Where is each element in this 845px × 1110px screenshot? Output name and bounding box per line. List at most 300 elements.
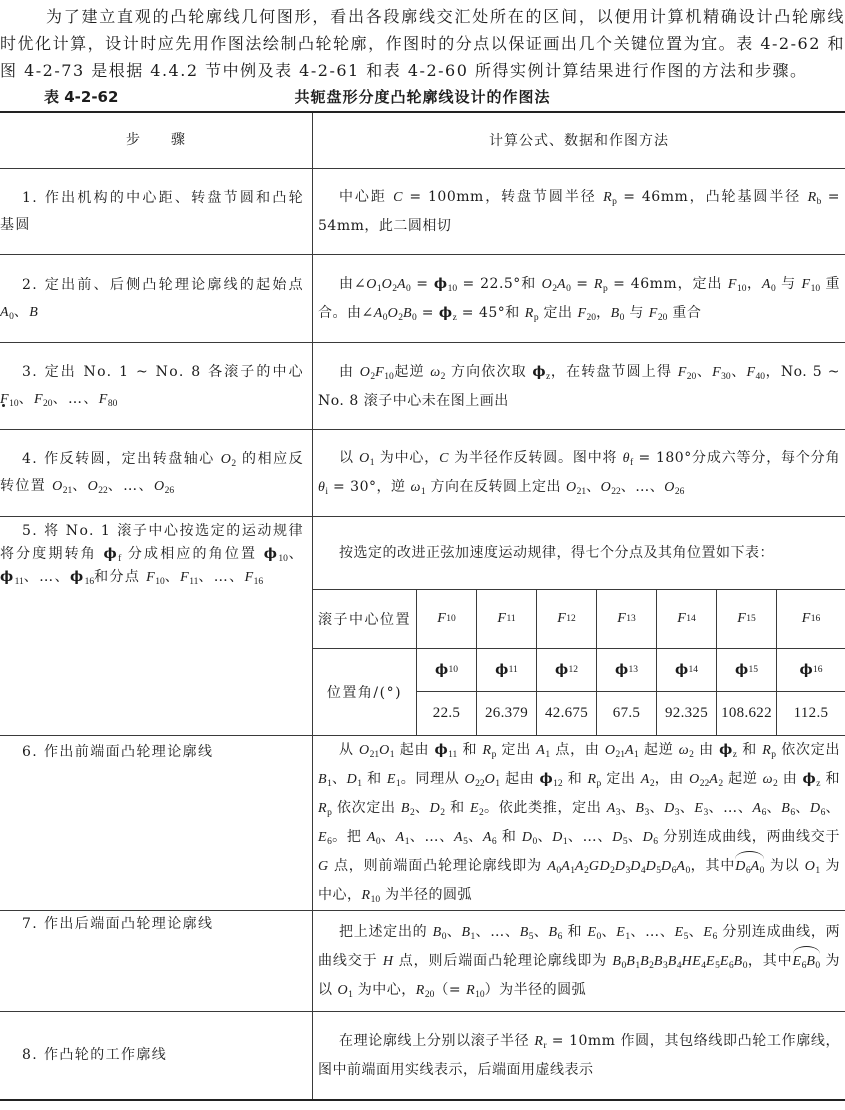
text-run: 为中心， bbox=[374, 450, 440, 466]
math-variable: R bbox=[318, 801, 328, 816]
subscript: 6 bbox=[728, 960, 734, 971]
text-run: 重合 bbox=[667, 304, 702, 321]
text-run: 。依此类推，定出 bbox=[483, 800, 607, 816]
text-run: 、 bbox=[795, 800, 810, 816]
math-variable: D bbox=[612, 830, 623, 845]
greek-symbol: ϕ bbox=[539, 771, 554, 787]
text-run: 中心距 bbox=[339, 189, 394, 205]
math-variable: D bbox=[661, 859, 672, 874]
subscript: 1 bbox=[495, 778, 500, 789]
subscript: 3 bbox=[674, 807, 680, 818]
subscript: 1 bbox=[376, 283, 382, 294]
subscript: 1 bbox=[395, 778, 401, 789]
subscript: 3 bbox=[662, 960, 668, 971]
math-variable: E bbox=[706, 953, 716, 969]
text-run: 。把 bbox=[331, 829, 367, 845]
subscript: 0 bbox=[621, 960, 627, 971]
text-run: 、…、 bbox=[620, 479, 665, 495]
division-points-table bbox=[313, 590, 845, 735]
math-variable: E bbox=[719, 953, 729, 969]
math-variable: B bbox=[640, 953, 650, 969]
greek-symbol: ϕ bbox=[263, 546, 279, 562]
math-variable: F bbox=[146, 570, 156, 585]
step-cell bbox=[0, 430, 313, 516]
math-variable: F bbox=[746, 364, 756, 380]
text-run: 由 bbox=[693, 742, 720, 758]
text-run: 、 bbox=[414, 800, 430, 816]
subscript: 0 bbox=[375, 836, 381, 847]
subscript: p bbox=[602, 283, 608, 294]
greek-symbol: ϕ bbox=[435, 662, 449, 678]
angle-symbol-cell: ϕ 12 bbox=[537, 649, 597, 692]
text-run: 方向依次取 bbox=[445, 363, 533, 380]
text-run: ，由 bbox=[654, 771, 690, 787]
math-variable: G bbox=[588, 859, 600, 874]
math-variable: C bbox=[439, 451, 449, 466]
subscript: 5 bbox=[463, 836, 468, 847]
text-run: 点，则后端面凸轮理论廓线即为 bbox=[393, 952, 613, 969]
subscript: 22 bbox=[475, 778, 485, 789]
text-run: 2. 定出前、后侧凸轮理论廓线的起始点 bbox=[22, 276, 304, 293]
greek-symbol: ϕ bbox=[69, 569, 85, 585]
math-variable: D bbox=[599, 859, 611, 874]
math-variable: D bbox=[346, 772, 358, 787]
text-run: = bbox=[410, 275, 434, 292]
math-variable: D bbox=[630, 859, 641, 874]
text-run: 、 bbox=[601, 923, 617, 940]
subscript: 16 bbox=[253, 576, 264, 587]
subscript: 1 bbox=[470, 931, 476, 942]
math-variable: B bbox=[733, 953, 743, 969]
angle-symbol-cell: ϕ 16 bbox=[777, 649, 845, 692]
math-variable: B bbox=[626, 953, 636, 969]
math-variable: R bbox=[587, 772, 597, 787]
math-variable: F bbox=[677, 364, 687, 380]
math-variable: F bbox=[648, 305, 658, 321]
subscript: 2 bbox=[584, 865, 589, 876]
subscript: 0 bbox=[619, 312, 625, 323]
subscript: z bbox=[452, 312, 457, 323]
math-variable: B bbox=[610, 305, 620, 321]
subscript: 0 bbox=[685, 865, 691, 876]
header-method-label: 计算公式、数据和作图方法 bbox=[489, 132, 669, 149]
text-run: 依次定出 bbox=[776, 742, 841, 758]
text-run: = 45°和 bbox=[456, 304, 525, 321]
math-variable: D bbox=[614, 859, 626, 874]
math-variable: A bbox=[395, 830, 405, 845]
math-variable: O bbox=[600, 480, 612, 495]
math-variable: B bbox=[29, 304, 39, 320]
text-run: ，其中 bbox=[747, 952, 793, 969]
math-variable: F bbox=[180, 570, 190, 585]
math-variable: O bbox=[804, 859, 816, 874]
text-run: 、 bbox=[164, 569, 181, 585]
subscript: 20 bbox=[43, 398, 53, 409]
subscript: 0 bbox=[382, 312, 388, 323]
text-run: 、 bbox=[696, 363, 713, 380]
text-run: ，No. 5 ~ No. 8 滚子中心未在图上画出 bbox=[318, 363, 841, 409]
math-variable: E bbox=[792, 953, 802, 969]
text-run: 、…、 bbox=[198, 569, 245, 585]
text-run: 定出 bbox=[538, 304, 578, 321]
math-variable: G bbox=[318, 859, 329, 874]
text-run: 定出 bbox=[601, 771, 641, 787]
text-run: = 30°，逆 bbox=[328, 479, 411, 495]
text-run: 、 bbox=[72, 478, 88, 494]
math-variable: D bbox=[664, 801, 675, 816]
text-run: （= bbox=[434, 981, 467, 998]
text-run: 为以 bbox=[318, 952, 841, 998]
subscript: 2 bbox=[479, 807, 484, 818]
greek-symbol: ϕ bbox=[799, 662, 813, 678]
text-run: 、 bbox=[620, 800, 636, 816]
subscript: 1 bbox=[327, 778, 332, 789]
text-run: 起由 bbox=[499, 771, 540, 787]
table-row bbox=[0, 343, 845, 430]
greek-symbol: ϕ bbox=[802, 771, 817, 787]
text-run: 重合。由∠ bbox=[318, 275, 841, 321]
step-cell bbox=[0, 169, 313, 254]
math-variable: A bbox=[366, 830, 376, 845]
subscript: 6 bbox=[820, 807, 826, 818]
subscript: 0 bbox=[532, 836, 538, 847]
math-variable: H bbox=[681, 953, 693, 969]
subscript: 10 bbox=[370, 894, 381, 905]
text-run: 与 bbox=[775, 275, 802, 292]
method-text bbox=[313, 1027, 845, 1084]
math-variable: B bbox=[781, 801, 791, 816]
construction-method-table bbox=[0, 111, 845, 1101]
subscript: 0 bbox=[815, 960, 821, 971]
text-run: 点，则前端面凸轮理论廓线即为 bbox=[328, 858, 548, 874]
math-variable: F bbox=[33, 392, 44, 407]
subscript: 6 bbox=[801, 960, 807, 971]
subscript: z bbox=[546, 371, 551, 382]
text-run: 在理论廓线上分别以滚子半径 bbox=[339, 1033, 535, 1049]
subscript: 16 bbox=[84, 576, 95, 587]
text-run: 、 bbox=[331, 771, 347, 787]
subscript: 21 bbox=[62, 485, 73, 496]
subscript: 1 bbox=[348, 989, 353, 1000]
math-variable: F bbox=[497, 611, 507, 626]
step-cell bbox=[0, 343, 313, 429]
math-variable: B bbox=[653, 953, 663, 969]
math-variable: B bbox=[667, 953, 677, 969]
text-run: = 54mm，此二圆相切 bbox=[318, 189, 840, 234]
text-run: 、…、 bbox=[475, 923, 520, 940]
text-run: 、 bbox=[537, 829, 553, 845]
math-variable: E bbox=[469, 801, 480, 816]
method-cell bbox=[313, 911, 845, 1011]
table-caption bbox=[0, 86, 845, 107]
text-run: = 180°分成六等分，每个分角 bbox=[633, 450, 841, 466]
math-variable: O bbox=[604, 743, 616, 758]
text-run: 、 bbox=[446, 923, 462, 940]
method-text bbox=[313, 444, 845, 502]
text-run: = 22.5°和 bbox=[457, 275, 542, 292]
subscript: 6 bbox=[745, 865, 751, 876]
step-text bbox=[0, 1042, 312, 1069]
subscript: 10 bbox=[9, 398, 19, 409]
math-variable: E bbox=[692, 953, 702, 969]
subscript: 3 bbox=[625, 865, 631, 876]
math-variable: R bbox=[466, 982, 476, 998]
math-variable: θ bbox=[622, 451, 631, 466]
subscript: 20 bbox=[657, 312, 668, 323]
text-run: 和 bbox=[496, 829, 522, 845]
text-run: 、 bbox=[18, 391, 34, 407]
text-run: = 46mm，凸轮基圆半径 bbox=[616, 189, 808, 205]
subscript: 10 bbox=[810, 283, 821, 294]
math-variable: R bbox=[415, 982, 425, 998]
greek-symbol: ϕ bbox=[532, 363, 547, 380]
text-run: 、 bbox=[825, 800, 841, 816]
math-variable: E bbox=[616, 924, 626, 940]
method-cell bbox=[313, 517, 845, 735]
text-run: 起逆 bbox=[393, 363, 431, 380]
roller-position-cell: F 14 bbox=[657, 590, 717, 649]
math-variable: D bbox=[645, 859, 657, 874]
math-variable: O bbox=[689, 772, 700, 787]
math-variable: E bbox=[674, 924, 684, 940]
math-variable: B bbox=[461, 924, 471, 940]
angle-value-cell: 42.675 bbox=[537, 692, 597, 735]
subscript: 11 bbox=[448, 749, 458, 760]
text-run: 、 bbox=[688, 923, 704, 940]
subscript: 2 bbox=[370, 371, 376, 382]
math-variable: F bbox=[98, 392, 108, 407]
math-variable: ω bbox=[410, 480, 421, 495]
subscript: 2 bbox=[440, 807, 445, 818]
subscript: 5 bbox=[715, 960, 720, 971]
greek-symbol: ϕ bbox=[433, 275, 448, 292]
subscript: 21 bbox=[369, 749, 380, 760]
greek-symbol: ϕ bbox=[438, 304, 453, 321]
math-variable: A bbox=[640, 772, 650, 787]
text-run: 1. 作出机构的中心距、转盘节圆和凸轮基圆 bbox=[0, 189, 304, 233]
subscript: 0 bbox=[556, 865, 562, 876]
step-text bbox=[0, 517, 312, 589]
text-run: 起逆 bbox=[638, 742, 679, 758]
subscript: 10 bbox=[447, 283, 458, 294]
subscript: 80 bbox=[107, 398, 118, 409]
math-variable: O bbox=[366, 276, 377, 292]
subscript: 0 bbox=[566, 283, 571, 294]
text-run: 6. 作出前端面凸轮理论廓线 bbox=[22, 744, 214, 760]
math-variable: B bbox=[635, 801, 645, 816]
subscript: 1 bbox=[815, 865, 821, 876]
text-run: 分别连成曲线，两曲线交于 bbox=[318, 923, 841, 969]
math-variable: B bbox=[318, 772, 328, 787]
math-variable: O bbox=[381, 276, 393, 292]
angle-value-cell: 108.622 bbox=[717, 692, 777, 735]
greek-symbol: ϕ bbox=[675, 662, 689, 678]
math-variable: A bbox=[454, 830, 464, 845]
subscript: 10 bbox=[278, 553, 288, 564]
math-variable: E bbox=[694, 801, 704, 816]
math-variable: F bbox=[577, 305, 587, 321]
subscript: 21 bbox=[576, 486, 587, 497]
subscript: 12 bbox=[553, 778, 563, 789]
math-variable: D bbox=[735, 859, 746, 874]
greek-symbol: ϕ bbox=[615, 662, 629, 678]
subscript: 6 bbox=[557, 931, 563, 942]
math-variable: F bbox=[244, 570, 254, 585]
math-variable: O bbox=[87, 479, 99, 494]
text-run: 。同理从 bbox=[400, 771, 465, 787]
subscript: 1 bbox=[420, 486, 426, 497]
method-cell bbox=[313, 1012, 845, 1099]
text-run: 从 bbox=[339, 742, 359, 758]
math-variable: A bbox=[752, 801, 762, 816]
subscript: 0 bbox=[412, 312, 417, 323]
text-run: = 46mm，定出 bbox=[607, 275, 728, 292]
header-cell-method bbox=[313, 113, 845, 168]
text-run: 、 bbox=[679, 800, 695, 816]
math-variable: A bbox=[561, 859, 571, 874]
step-text bbox=[0, 736, 312, 766]
text-run: 、…、 bbox=[107, 478, 154, 494]
math-variable: A bbox=[0, 304, 10, 320]
step-text bbox=[0, 185, 312, 239]
math-variable: B bbox=[548, 924, 558, 940]
method-text bbox=[313, 270, 845, 328]
subscript: 1 bbox=[369, 457, 375, 468]
text-run: 为中心， bbox=[318, 858, 841, 903]
text-run: 、…、 bbox=[708, 800, 753, 816]
angle-value-cell: 92.325 bbox=[657, 692, 717, 735]
subscript: 1 bbox=[635, 960, 641, 971]
math-variable: R bbox=[482, 743, 492, 758]
step-cell bbox=[0, 255, 313, 342]
math-variable: A bbox=[547, 859, 557, 874]
subscript: 20 bbox=[424, 989, 435, 1000]
math-variable: ω bbox=[678, 743, 690, 758]
math-variable: F bbox=[557, 611, 567, 626]
subscript: 6 bbox=[491, 836, 497, 847]
subscript: 22 bbox=[611, 486, 621, 497]
math-variable: H bbox=[382, 953, 394, 969]
subscript: 0 bbox=[441, 931, 447, 942]
subscript: 0 bbox=[759, 865, 765, 876]
step-text bbox=[0, 446, 312, 500]
angle-value-cell: 67.5 bbox=[597, 692, 657, 735]
method-text bbox=[313, 918, 845, 1005]
text-run: ， bbox=[596, 304, 611, 321]
subscript: 21 bbox=[615, 749, 625, 760]
subscript: 20 bbox=[586, 312, 597, 323]
subscript: 2 bbox=[392, 283, 397, 294]
text-run: 7. 作出后端面凸轮理论廓线 bbox=[22, 916, 214, 932]
math-variable: A bbox=[482, 830, 492, 845]
subscript: p bbox=[596, 778, 602, 789]
text-run: ，其中 bbox=[690, 858, 736, 874]
text-run: 、 bbox=[13, 303, 30, 320]
step-text bbox=[0, 272, 312, 326]
text-run: 和 bbox=[737, 742, 763, 758]
text-run: 为半径作反转圆。图中将 bbox=[448, 450, 623, 466]
step-text bbox=[0, 911, 312, 938]
math-variable: F bbox=[617, 611, 627, 626]
subscript: 2 bbox=[689, 749, 694, 760]
header-cell-steps bbox=[0, 113, 313, 168]
math-variable: O bbox=[359, 364, 371, 380]
subscript: 1 bbox=[625, 931, 631, 942]
subscript: f bbox=[630, 457, 634, 468]
subscript: 2 bbox=[409, 807, 415, 818]
table-row bbox=[0, 430, 845, 517]
subscript: z bbox=[732, 749, 738, 760]
math-variable: F bbox=[0, 392, 10, 407]
roller-position-cell: F 10 bbox=[417, 590, 477, 649]
table-row bbox=[0, 255, 845, 343]
subscript: 2 bbox=[231, 458, 237, 469]
subscript: 11 bbox=[14, 576, 24, 587]
text-run: 与 bbox=[624, 304, 649, 321]
text-run: 、 bbox=[627, 829, 643, 845]
table-row bbox=[0, 736, 845, 911]
math-variable: D bbox=[809, 801, 821, 816]
roller-position-cell: F 11 bbox=[477, 590, 537, 649]
subscript: p bbox=[327, 807, 332, 818]
math-variable: E bbox=[587, 924, 597, 940]
table-row bbox=[0, 1012, 845, 1099]
text-run: 3. 定出 No. 1 ~ No. 8 各滚子的中心 bbox=[22, 364, 304, 380]
step-cell bbox=[0, 911, 313, 1011]
text-run: 4. 作反转圆，定出转盘轴心 bbox=[22, 451, 221, 467]
math-variable: R bbox=[524, 305, 534, 321]
text-run: 和 bbox=[362, 771, 387, 787]
subscript: p bbox=[533, 312, 539, 323]
subscript: 0 bbox=[742, 960, 748, 971]
subscript: 22 bbox=[699, 778, 710, 789]
math-variable: R bbox=[534, 1034, 544, 1049]
angle-symbol-cell: ϕ 10 bbox=[417, 649, 477, 692]
math-variable: ω bbox=[430, 364, 441, 380]
method-text bbox=[313, 358, 845, 415]
text-run: 、 bbox=[533, 923, 549, 940]
subscript: 6 bbox=[671, 865, 677, 876]
text-run: 把上述定出的 bbox=[339, 923, 433, 940]
text-run: 定出 bbox=[496, 742, 537, 758]
math-variable: E bbox=[318, 830, 328, 845]
math-variable: B bbox=[402, 305, 413, 321]
angle-symbol-cell: ϕ 11 bbox=[477, 649, 537, 692]
text-run: = bbox=[570, 275, 594, 292]
subscript: 5 bbox=[683, 931, 689, 942]
intro-paragraph: 为了建立直观的凸轮廓线几何图形，看出各段廓线交汇处所在的区间，以便用计算机精确设计凸轮廓线时优化计算，设计时应先用作图法绘制凸轮轮廓，作图时的分点以保证画出几个关键位置为宜。表 4-2-62 和图 4-2-73 是根据 4.4.2 节中例及表 4-2-61 和表 4-2-60 所得实例计算结果进行作图的方法和步骤。 bbox=[0, 7, 845, 80]
math-variable: A bbox=[373, 305, 383, 321]
math-variable: A bbox=[606, 801, 616, 816]
text-run: 由 bbox=[339, 363, 360, 380]
subscript: 10 bbox=[475, 989, 485, 1000]
text-run: 起由 bbox=[394, 742, 435, 758]
math-variable: R bbox=[762, 743, 772, 758]
subscript: 0 bbox=[770, 283, 776, 294]
math-variable: F bbox=[437, 611, 447, 626]
subscript: 0 bbox=[596, 931, 602, 942]
subscript: 1 bbox=[634, 749, 639, 760]
table-row bbox=[0, 169, 845, 255]
subscript: 2 bbox=[718, 778, 724, 789]
subscript: 4 bbox=[640, 865, 646, 876]
text-run: 为半径的圆弧 bbox=[380, 887, 473, 903]
subscript: 26 bbox=[164, 485, 175, 496]
angle-symbol-cell: ϕ 14 bbox=[657, 649, 717, 692]
text-run: 为以 bbox=[764, 858, 805, 874]
text-run: 为中心， bbox=[352, 981, 416, 998]
roller-position-cell: F 12 bbox=[537, 590, 597, 649]
